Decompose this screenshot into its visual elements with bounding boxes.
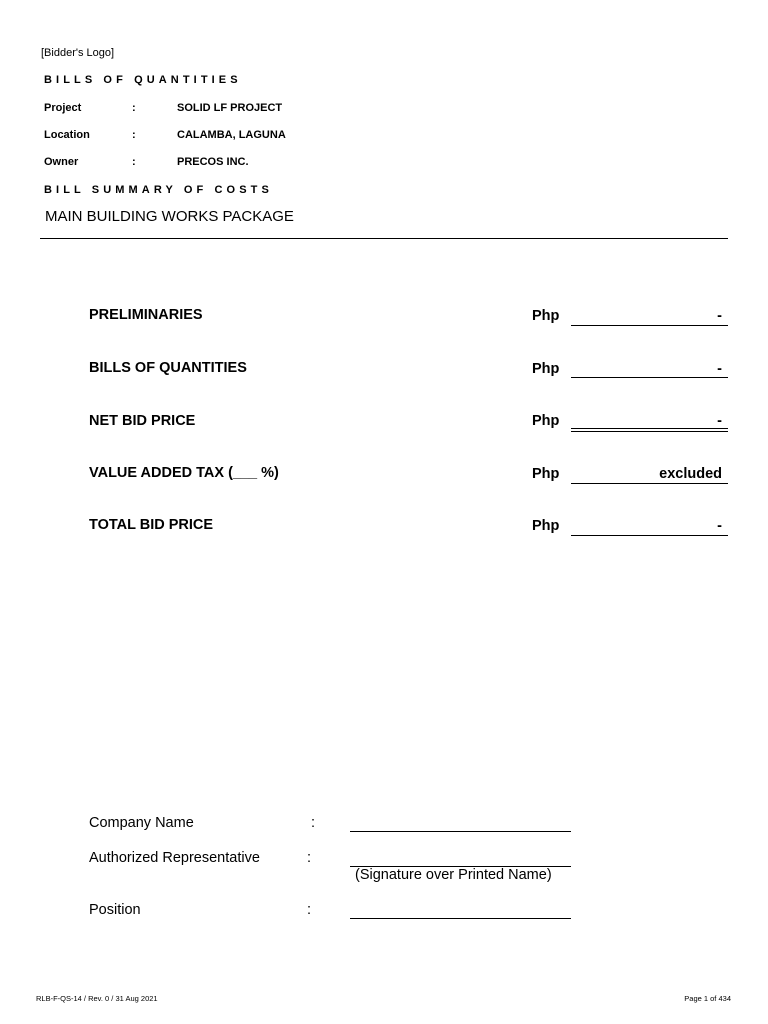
vat-amount: excluded (659, 466, 722, 482)
section-title: BILL SUMMARY OF COSTS (44, 184, 273, 196)
position-line (350, 918, 571, 919)
total-bid-price-amount-line (571, 535, 728, 536)
project-value: SOLID LF PROJECT (177, 102, 283, 114)
total-bid-price-amount: - (717, 518, 722, 534)
bills-of-quantities-currency: Php (532, 361, 560, 377)
preliminaries-amount-line (571, 325, 728, 326)
vat-currency: Php (532, 466, 560, 482)
authorized-representative-label: Authorized Representative (89, 850, 260, 866)
package-title: MAIN BUILDING WORKS PACKAGE (45, 208, 294, 225)
preliminaries-currency: Php (532, 308, 560, 324)
page-number: Page 1 of 434 (684, 994, 731, 1003)
document-title: BILLS OF QUANTITIES (44, 74, 242, 86)
owner-separator: : (132, 156, 136, 168)
total-bid-price-currency: Php (532, 518, 560, 534)
position-label: Position (89, 902, 141, 918)
signature-caption: (Signature over Printed Name) (355, 867, 552, 883)
header-divider (40, 238, 728, 239)
company-name-separator: : (311, 815, 316, 831)
authorized-representative-separator: : (307, 850, 312, 866)
preliminaries-amount: - (717, 308, 722, 324)
project-separator: : (132, 102, 136, 114)
net-bid-price-amount: - (717, 413, 722, 429)
document-reference: RLB-F-QS-14 / Rev. 0 / 31 Aug 2021 (36, 994, 158, 1003)
owner-label: Owner (44, 156, 79, 168)
net-bid-price-label: NET BID PRICE (89, 413, 196, 429)
company-name-label: Company Name (89, 815, 194, 831)
owner-value: PRECOS INC. (177, 156, 249, 168)
vat-label: VALUE ADDED TAX (___ %) (89, 465, 279, 481)
bills-of-quantities-amount-line (571, 377, 728, 378)
project-label: Project (44, 102, 82, 114)
position-separator: : (307, 902, 312, 918)
bills-of-quantities-amount: - (717, 361, 722, 377)
location-value: CALAMBA, LAGUNA (177, 129, 286, 141)
total-bid-price-label: TOTAL BID PRICE (89, 517, 214, 533)
net-bid-price-currency: Php (532, 413, 560, 429)
vat-amount-line (571, 483, 728, 484)
location-separator: : (132, 129, 136, 141)
location-label: Location (44, 129, 90, 141)
preliminaries-label: PRELIMINARIES (89, 307, 203, 323)
company-name-line (350, 831, 571, 832)
net-bid-price-amount-double-line (571, 428, 728, 432)
bills-of-quantities-label: BILLS OF QUANTITIES (89, 360, 247, 376)
bidders-logo-placeholder: [Bidder's Logo] (41, 47, 115, 59)
